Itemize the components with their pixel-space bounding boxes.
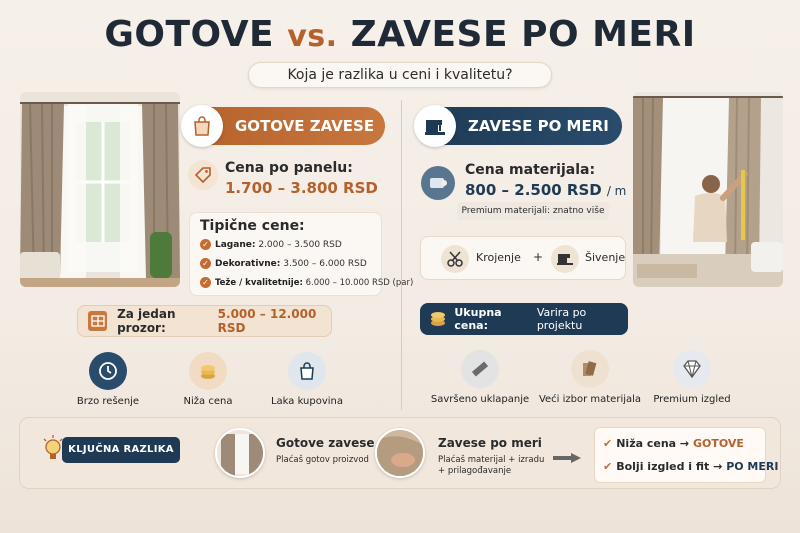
fabric-roll-icon [421, 166, 455, 200]
clock-icon [89, 352, 127, 390]
typical-row-light: ✓ Lagane: 2.000 – 3.500 RSD [200, 239, 342, 250]
craft-box [420, 236, 626, 280]
ready-made-curtains-photo [20, 92, 180, 287]
sewing-machine-icon [551, 245, 579, 273]
title-vs: vs. [287, 19, 338, 54]
subtitle: Koja je razlika u ceni i kvalitetu? [248, 62, 552, 88]
result-row-better-look: ✔ Bolji izgled i fit → PO MERI [603, 460, 779, 473]
total-price-label: Ukupna cena: [454, 306, 502, 332]
shopping-bag-icon [181, 105, 223, 147]
custom-thumb [375, 428, 425, 478]
craft-sewing: Šivenje [585, 251, 626, 264]
feature-material-choice [538, 350, 642, 405]
coins-icon [189, 352, 227, 390]
price-tag-icon [188, 160, 218, 190]
result-box [594, 427, 779, 483]
fabric-swatches-icon [571, 350, 609, 388]
center-divider [401, 100, 402, 410]
feature-label: Premium izgled [653, 394, 731, 405]
sewing-machine-icon [414, 105, 456, 147]
feature-label: Savršeno uklapanje [430, 394, 530, 405]
window-icon [88, 311, 107, 331]
material-price-value: 800 – 2.500 RSD [465, 181, 602, 199]
coins-icon [428, 309, 448, 329]
ready-made-badge-label: GOTOVE ZAVESE [235, 117, 375, 135]
custom-title: Zavese po meri [438, 436, 542, 450]
typical-row-heavy: ✓ Teže / kvalitetnije: 6.000 – 10.000 RSD (par) [200, 277, 413, 288]
feature-lower-price [168, 352, 248, 407]
custom-badge-label: ZAVESE PO MERI [468, 117, 609, 135]
typical-prices-title: Tipične cene: [200, 218, 305, 234]
window-price-value: 5.000 – 12.000 RSD [217, 307, 317, 335]
panel-price-value: 1.700 – 3.800 RSD [225, 179, 378, 197]
material-price-label: Cena materijala: [465, 162, 596, 178]
ready-made-badge [183, 107, 385, 145]
material-price-unit: / m [606, 184, 627, 198]
window-price-label: Za jedan prozor: [117, 307, 176, 335]
result-row-cheaper: ✔ Niža cena → GOTOVE [603, 437, 744, 450]
feature-label: Veći izbor materijala [538, 394, 642, 405]
check-icon: ✔ [603, 437, 613, 450]
custom-desc-2: + prilagođavanje [438, 466, 512, 476]
feature-quick-solution [68, 352, 148, 407]
ready-made-title: Gotove zavese [276, 436, 375, 450]
page-title [0, 14, 800, 55]
title-po-meri: ZAVESE PO MERI [350, 14, 696, 55]
total-price-pill [420, 303, 628, 335]
title-gotove: GOTOVE [104, 14, 275, 55]
key-difference-label: KLJUČNA RAZLIKA [62, 437, 180, 463]
lightbulb-icon [42, 435, 64, 465]
craft-cutting: Krojenje [476, 251, 521, 264]
feature-label: Niža cena [183, 396, 233, 407]
typical-prices-box [189, 212, 414, 296]
ready-made-thumb [215, 428, 265, 478]
panel-price-label: Cena po panelu: [225, 160, 353, 176]
diamond-icon [673, 350, 711, 388]
craft-plus: + [533, 250, 544, 264]
arrow-right-icon [553, 448, 581, 467]
feature-label: Laka kupovina [270, 396, 344, 407]
custom-curtains-photo [633, 92, 783, 287]
check-icon: ✓ [200, 277, 211, 288]
feature-label: Brzo rešenje [76, 396, 140, 407]
check-icon: ✓ [200, 258, 211, 269]
typical-row-decorative: ✓ Dekorativne: 3.500 – 6.000 RSD [200, 258, 367, 269]
premium-note: Premium materijali: znatno više [457, 202, 609, 220]
shopping-bag-icon [288, 352, 326, 390]
total-price-value: Varira po projektu [536, 306, 587, 332]
window-price-pill [77, 305, 332, 337]
custom-badge [416, 107, 622, 145]
check-icon: ✔ [603, 460, 613, 473]
ready-made-desc: Plaćaš gotov proizvod [276, 455, 369, 465]
scissors-icon [441, 245, 469, 273]
feature-perfect-fit [430, 350, 530, 405]
check-icon: ✓ [200, 239, 211, 250]
custom-desc-1: Plaćaš materijal + izradu [438, 455, 545, 465]
feature-easy-purchase [262, 352, 352, 407]
feature-premium-look [650, 350, 734, 405]
material-price [465, 180, 626, 199]
ruler-icon [461, 350, 499, 388]
